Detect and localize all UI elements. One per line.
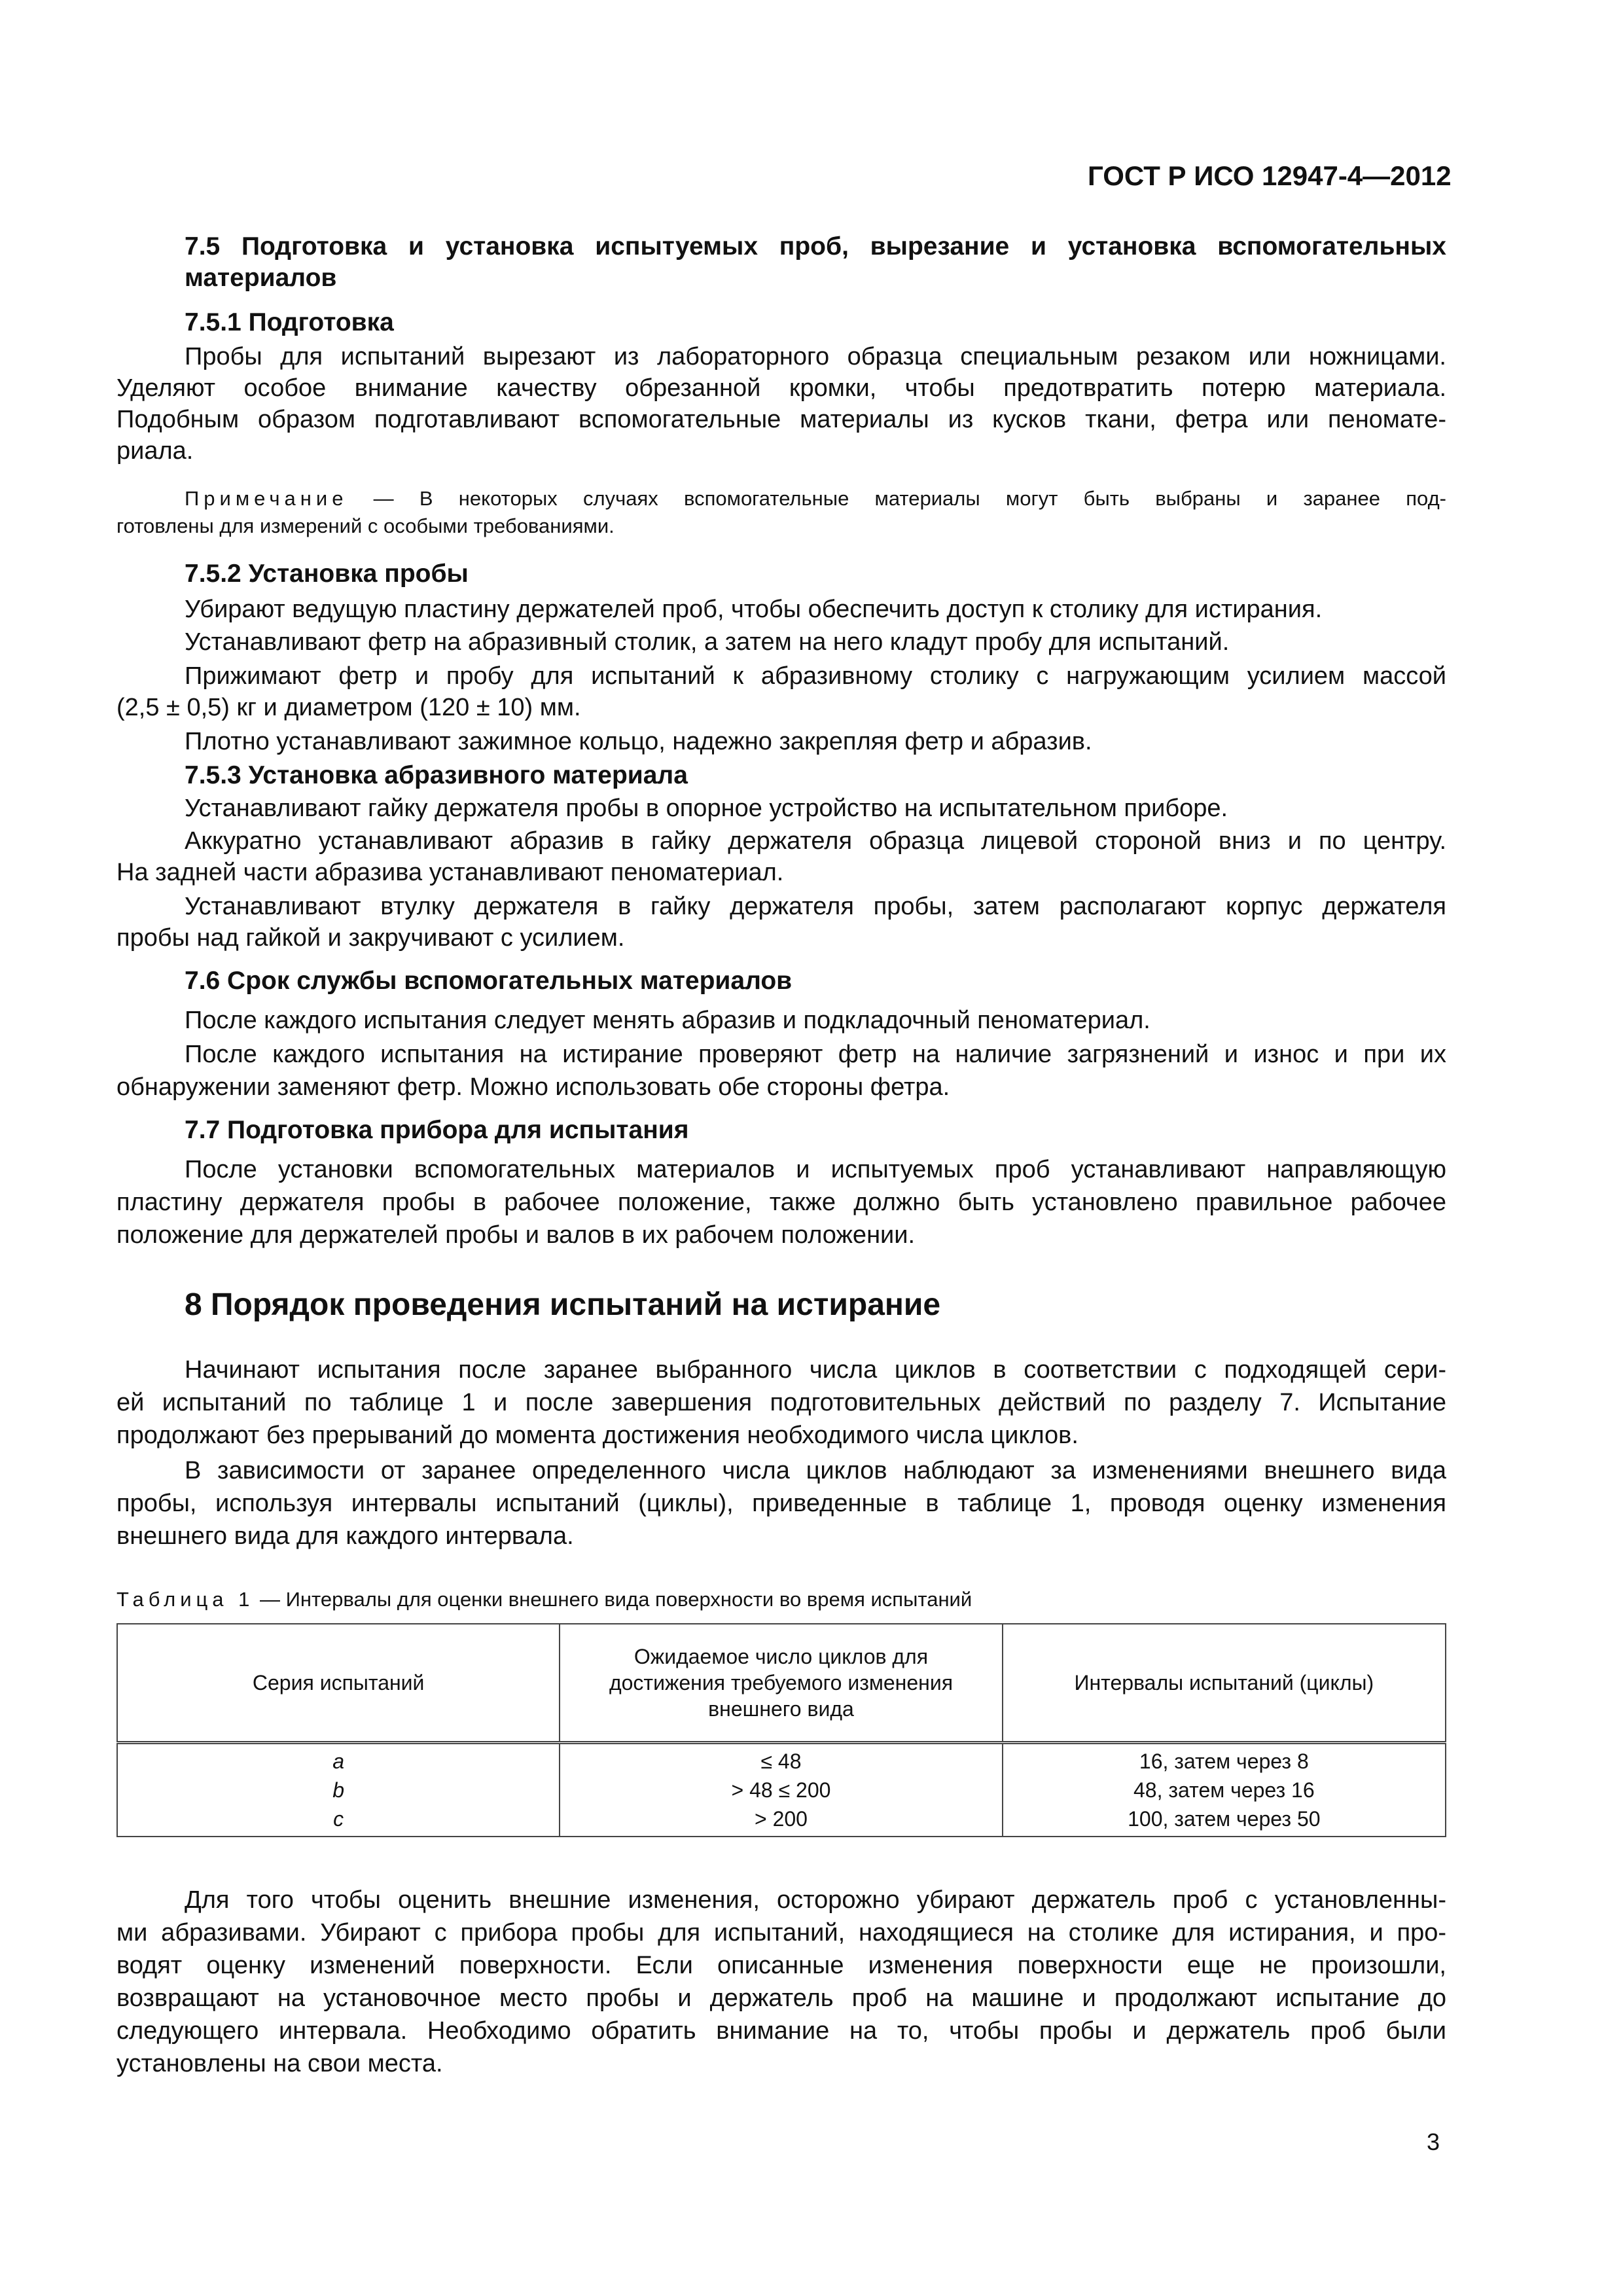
section-7-6-title: 7.6 Срок службы вспомогательных материалов	[185, 967, 793, 995]
table-1-header-row	[117, 1624, 1446, 1743]
section-7-6-line3: обнаружении заменяют фетр. Можно использовать обе стороны фетра.	[116, 1073, 950, 1101]
table-row	[117, 1776, 1446, 1804]
section-7-5-3-title: 7.5.3 Установка абразивного материала	[185, 761, 688, 789]
table-1-header-expected-cycles-line2: достижения требуемого изменения	[609, 1671, 954, 1695]
final-paragraph-line5: следующего интервала. Необходимо обратить внимание на то, чтобы пробы и держатель проб были	[116, 2017, 1446, 2045]
final-paragraph-line1: Для того чтобы оценить внешние изменения, осторожно убирают держатель проб с установленны-	[185, 1886, 1446, 1914]
section-7-7-line1: После установки вспомогательных материалов и испытуемых проб устанавливают направляющую	[185, 1156, 1446, 1183]
section-7-5-2-line4: (2,5 ± 0,5) кг и диаметром (120 ± 10) мм.	[116, 694, 581, 721]
section-7-5-3-line5: пробы над гайкой и закручивают с усилием.	[116, 924, 625, 952]
final-paragraph-line2: ми абразивами. Убирают с прибора пробы для испытаний, находящиеся на столике для истирания, и про-	[116, 1919, 1446, 1946]
section-8-p1-line1: Начинают испытания после заранее выбранного числа циклов в соответствии с подходящей сери-	[185, 1356, 1446, 1384]
final-paragraph-line3: водят оценку изменений поверхности. Если описанные изменения поверхности еще не произошли,	[116, 1952, 1446, 1979]
section-7-5-2-title: 7.5.2 Установка пробы	[185, 560, 469, 588]
table-1-caption-label: Таблица 1	[116, 1588, 255, 1611]
section-7-5-title-line2: материалов	[185, 264, 337, 292]
table-row	[117, 1804, 1446, 1837]
section-7-5-2-line3: Прижимают фетр и пробу для испытаний к абразивному столику с нагружающим усилием массой	[185, 662, 1446, 690]
section-7-5-1-text-line3: Подобным образом подготавливают вспомогательные материалы из кусков ткани, фетра или пеномате-	[116, 406, 1446, 433]
note-text: — В некоторых случаях вспомогательные материалы могут быть выбраны и заранее под-	[373, 487, 1446, 510]
section-7-5-2-line5: Плотно устанавливают зажимное кольцо, надежно закрепляя фетр и абразив.	[185, 728, 1092, 755]
section-7-5-title-line1: 7.5 Подготовка и установка испытуемых проб, вырезание и установка вспомогательных	[185, 232, 1446, 260]
table-cell-series: a	[117, 1743, 560, 1776]
section-7-7-line2: пластину держателя пробы в рабочее положение, также должно быть установлено правильное рабочее	[116, 1189, 1446, 1216]
section-7-5-1-text-line4: риала.	[116, 437, 194, 465]
table-cell-intervals: 48, затем через 16	[1003, 1776, 1446, 1804]
section-7-5-3-line3: На задней части абразива устанавливают пеноматериал.	[116, 859, 784, 886]
note-line2: готовлены для измерений с особыми требованиями.	[116, 514, 615, 537]
table-cell-series: b	[117, 1776, 560, 1804]
table-1-header-expected-cycles-line1: Ожидаемое число циклов для	[633, 1645, 929, 1668]
table-1-caption	[116, 1587, 972, 1613]
note-line1	[185, 486, 1446, 512]
section-7-5-2-line1: Убирают ведущую пластину держателей проб, чтобы обеспечить доступ к столику для истирания.	[185, 596, 1323, 623]
table-cell-cycles: > 48 ≤ 200	[560, 1776, 1002, 1804]
table-1-caption-text: — Интервалы для оценки внешнего вида поверхности во время испытаний	[260, 1588, 972, 1611]
table-cell-intervals: 16, затем через 8	[1003, 1743, 1446, 1776]
section-8-p2-line3: внешнего вида для каждого интервала.	[116, 1522, 574, 1550]
section-7-5-1-text-line2: Уделяют особое внимание качеству обрезанной кромки, чтобы предотвратить потерю материала.	[116, 374, 1446, 402]
table-cell-cycles: ≤ 48	[560, 1743, 1002, 1776]
section-7-5-1-text-line1: Пробы для испытаний вырезают из лабораторного образца специальным резаком или ножницами.	[185, 343, 1446, 370]
table-cell-series: c	[117, 1804, 560, 1837]
table-1-header-series: Серия испытаний	[117, 1624, 560, 1743]
section-7-6-line2: После каждого испытания на истирание проверяют фетр на наличие загрязнений и износ и при их	[185, 1041, 1446, 1068]
section-8-p2-line2: пробы, используя интервалы испытаний (циклы), приведенные в таблице 1, проводя оценку изменения	[116, 1490, 1446, 1517]
section-7-6-line1: После каждого испытания следует менять абразив и подкладочный пеноматериал.	[185, 1007, 1150, 1034]
final-paragraph-line4: возвращают на установочное место пробы и держатель проб на машине и продолжают испытание до	[116, 1984, 1446, 2012]
note-label: Примечание	[185, 487, 348, 510]
final-paragraph-line6: установлены на свои места.	[116, 2050, 443, 2077]
section-7-5-3-line4: Устанавливают втулку держателя в гайку держателя пробы, затем располагают корпус держателя	[185, 893, 1446, 920]
section-8-p1-line3: продолжают без прерываний до момента достижения необходимого числа циклов.	[116, 1422, 1079, 1449]
table-1-header-expected-cycles-line3: внешнего вида	[708, 1697, 854, 1721]
section-7-5-2-line2: Устанавливают фетр на абразивный столик, а затем на него кладут пробу для испытаний.	[185, 628, 1230, 656]
section-8-p1-line2: ей испытаний по таблице 1 и после завершения подготовительных действий по разделу 7. Испытание	[116, 1389, 1446, 1416]
section-7-5-3-line1: Устанавливают гайку держателя пробы в опорное устройство на испытательном приборе.	[185, 795, 1228, 822]
document-code: ГОСТ Р ИСО 12947-4—2012	[1088, 160, 1452, 191]
section-8-title: 8 Порядок проведения испытаний на истирание	[185, 1287, 941, 1322]
table-1-header-expected-cycles	[560, 1624, 1002, 1743]
table-1-header-intervals: Интервалы испытаний (циклы)	[1003, 1624, 1446, 1743]
section-7-5-1-title: 7.5.1 Подготовка	[185, 308, 394, 336]
table-1	[116, 1623, 1446, 1837]
table-row	[117, 1743, 1446, 1776]
section-7-7-line3: положение для держателей пробы и валов в их рабочем положении.	[116, 1221, 916, 1249]
table-cell-intervals: 100, затем через 50	[1003, 1804, 1446, 1837]
section-7-5-3-line2: Аккуратно устанавливают абразив в гайку держателя образца лицевой стороной вниз и по центру.	[185, 827, 1446, 855]
table-cell-cycles: > 200	[560, 1804, 1002, 1837]
section-8-p2-line1: В зависимости от заранее определенного числа циклов наблюдают за изменениями внешнего вида	[185, 1457, 1446, 1484]
section-7-7-title: 7.7 Подготовка прибора для испытания	[185, 1116, 689, 1144]
page-number: 3	[1427, 2128, 1440, 2155]
